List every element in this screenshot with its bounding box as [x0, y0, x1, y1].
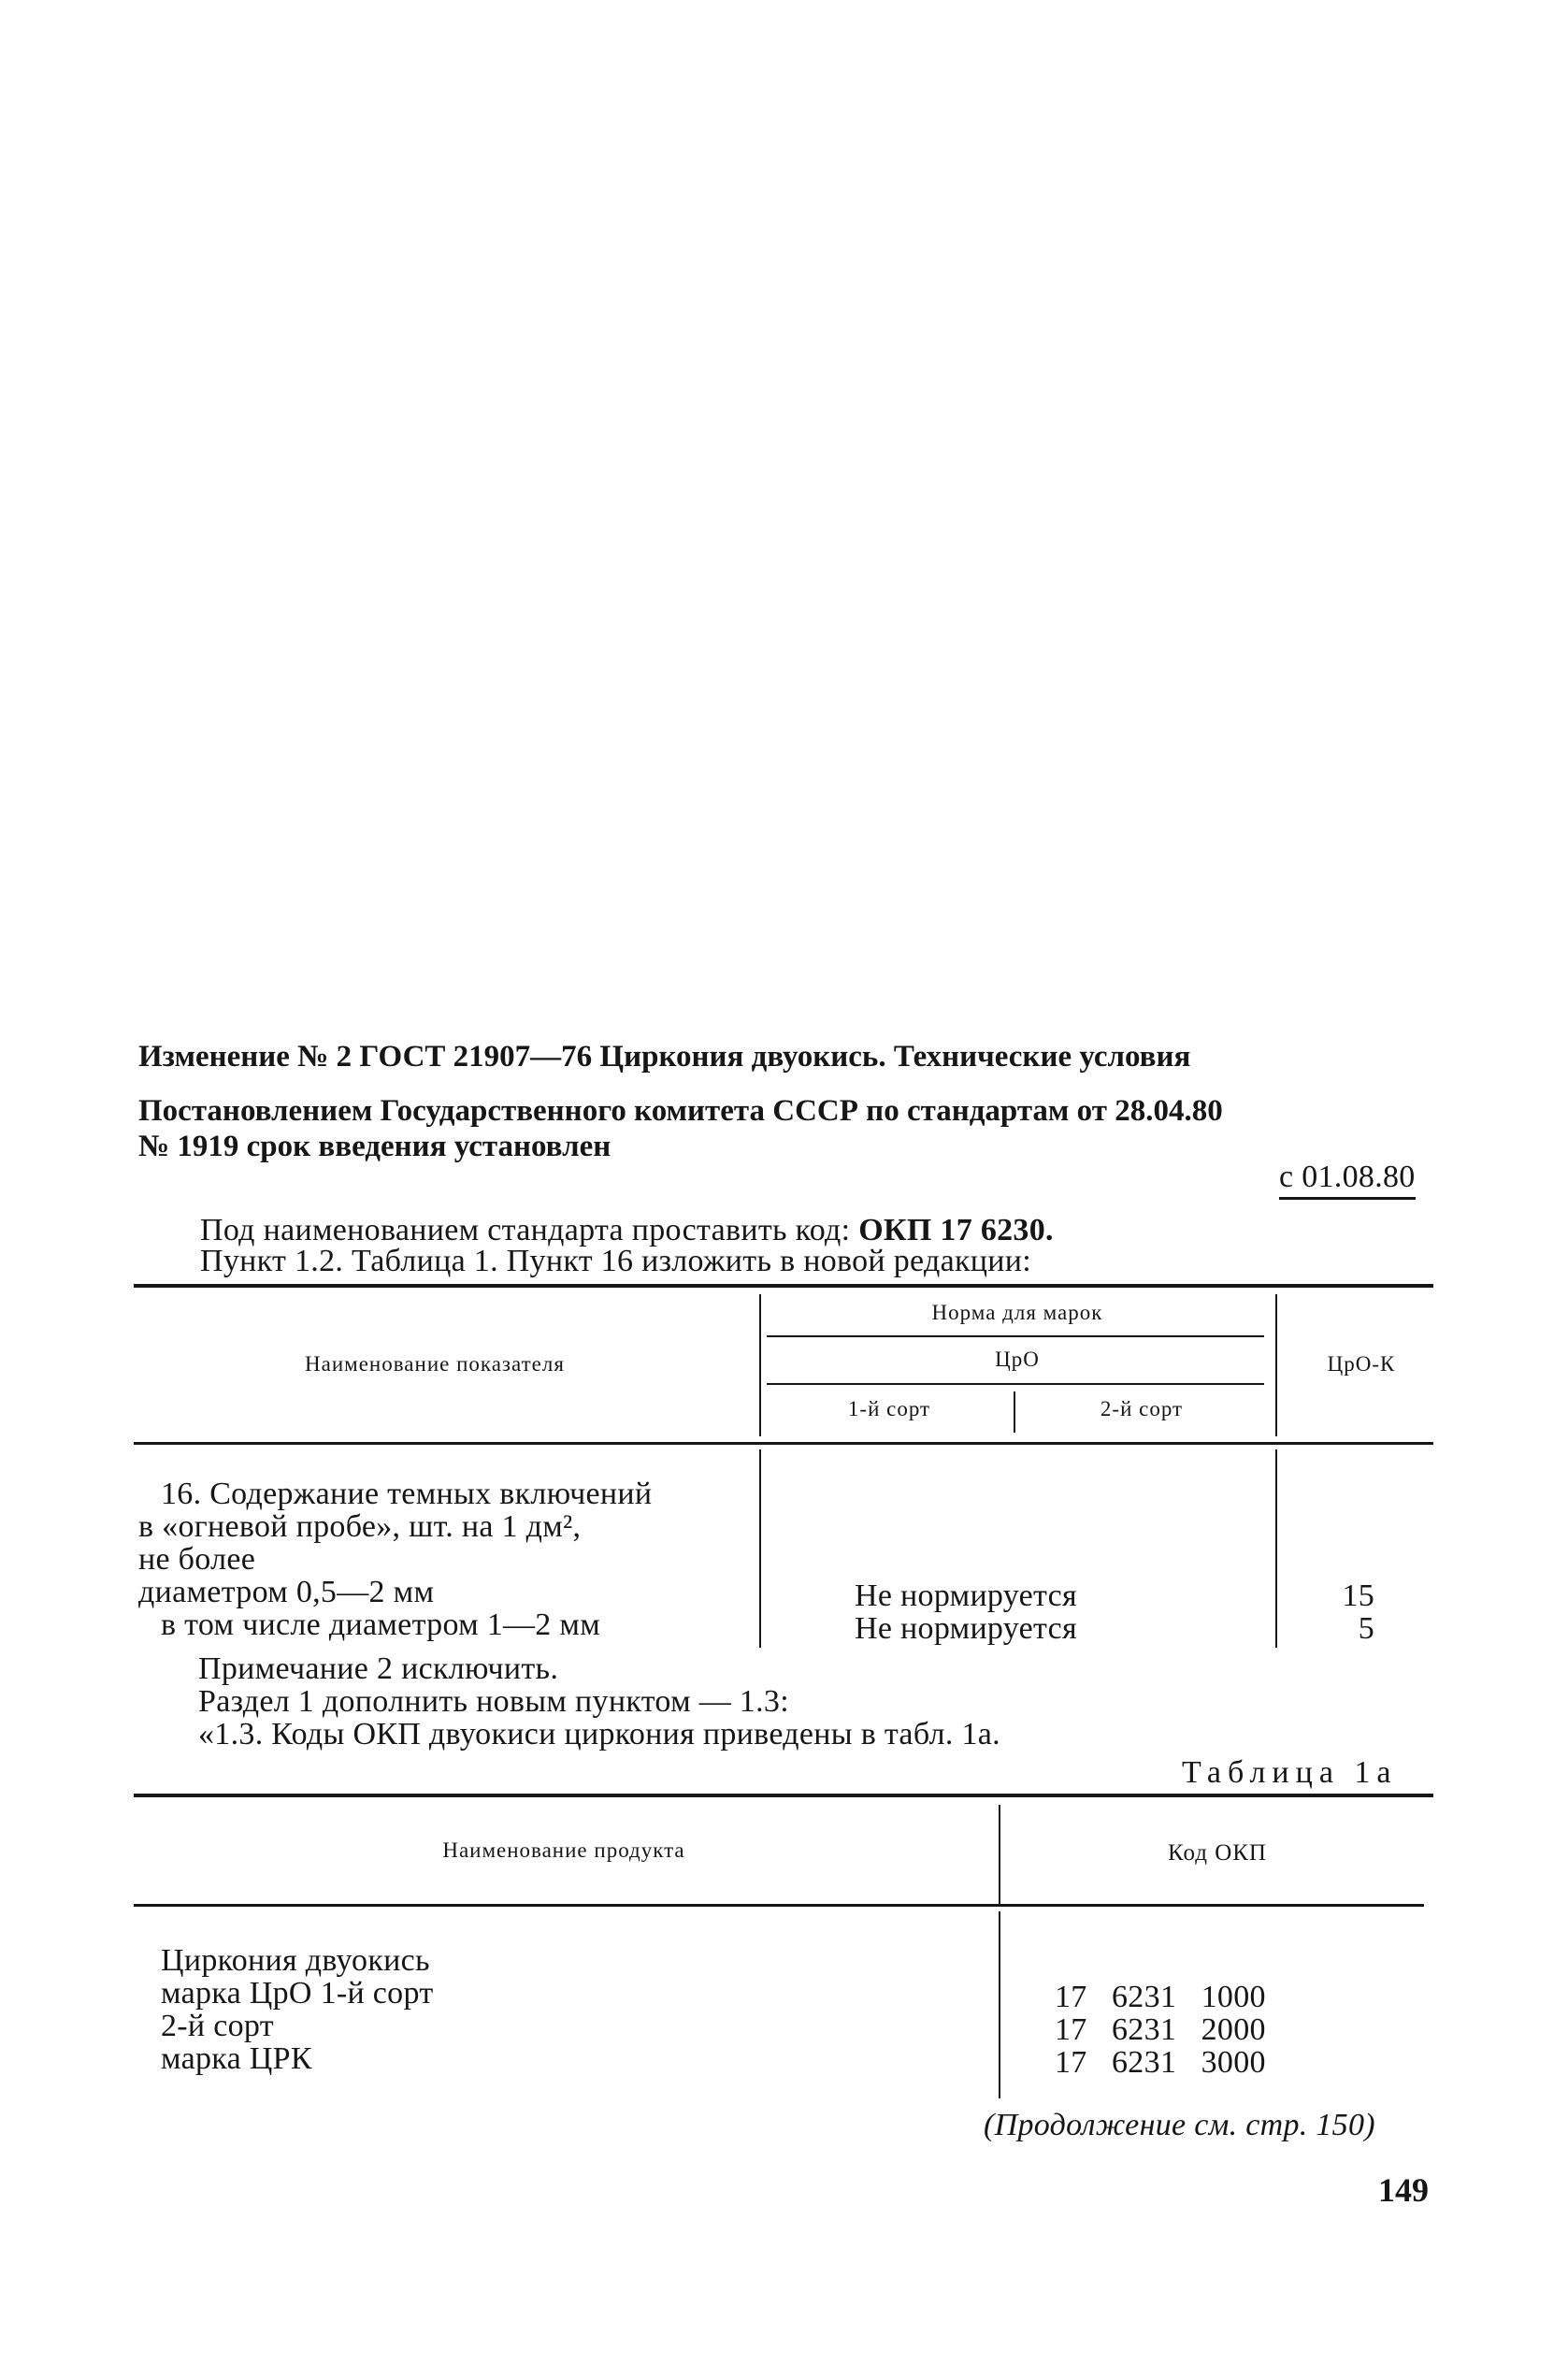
product-4: марка ЦРК	[161, 2041, 312, 2076]
table-1-body-divider-left	[759, 1449, 761, 1648]
okp-code: ОКП 17 6230.	[858, 1213, 1054, 1247]
zro-k-value-1: 15	[1342, 1578, 1374, 1613]
table-1a-top-rule	[134, 1794, 1433, 1797]
intro-line-1-text: Под наименованием стандарта проставить код:	[200, 1213, 851, 1247]
table-1a-header-rule	[134, 1904, 1424, 1907]
row-16-line-5: в том числе диаметром 1—2 мм	[161, 1607, 601, 1642]
row-16-line-3: не более	[138, 1542, 256, 1577]
table-1-grade-divider	[1014, 1391, 1015, 1433]
row-16-line-2: в «огневой пробе», шт. на 1 дм²,	[138, 1509, 582, 1544]
col-code-header: Код ОКП	[1168, 1840, 1267, 1866]
zro-k-value-2: 5	[1358, 1611, 1374, 1646]
grade-2-header: 2-й сорт	[1100, 1397, 1184, 1420]
table-1-header-rule	[134, 1442, 1433, 1445]
decree-line-1: Постановлением Государственного комитета СССР по стандартам от 28.04.80	[138, 1094, 1223, 1128]
table-1-body-divider-right	[1275, 1449, 1277, 1648]
grade-1-header: 1-й сорт	[847, 1397, 931, 1420]
page-number: 149	[1378, 2171, 1429, 2209]
zro-k-header: ЦрО-К	[1327, 1352, 1396, 1376]
table-1a-caption: Таблица 1а	[1182, 1755, 1398, 1790]
product-2: марка ЦрО 1-й сорт	[161, 1976, 434, 2011]
product-3: 2-й сорт	[161, 2009, 274, 2043]
zro-value-2: Не нормируется	[855, 1611, 1077, 1646]
intro-line-2: Пункт 1.2. Таблица 1. Пункт 16 изложить в новой редакции:	[200, 1244, 1032, 1278]
codes-line: «1.3. Коды ОКП двуокиси циркония приведены в табл. 1а.	[198, 1717, 1000, 1751]
col-product-header: Наименование продукта	[442, 1838, 685, 1862]
note-line: Примечание 2 исключить.	[198, 1651, 559, 1686]
row-16-line-1: 16. Содержание темных включений	[161, 1477, 653, 1511]
norm-header: Норма для марок	[931, 1301, 1103, 1324]
amendment-title: Изменение № 2 ГОСТ 21907—76 Циркония двуокись. Технические условия	[138, 1040, 1191, 1074]
table-1a-body-divider	[999, 1911, 1000, 2098]
table-1-grade-rule	[767, 1383, 1264, 1385]
table-1-norm-rule	[767, 1335, 1264, 1337]
zro-header: ЦрО	[995, 1348, 1040, 1371]
row-16-line-4: диаметром 0,5—2 мм	[138, 1575, 435, 1609]
code-1: 17 6231 1000	[1055, 1980, 1266, 2014]
code-2: 17 6231 2000	[1055, 2012, 1266, 2047]
product-1: Циркония двуокись	[161, 1943, 430, 1978]
table-1a-header-divider	[999, 1805, 1000, 1904]
effective-date: с 01.08.80	[1279, 1160, 1416, 1200]
code-3: 17 6231 3000	[1055, 2045, 1266, 2080]
table-1-top-rule	[134, 1284, 1433, 1288]
decree-line-2: № 1919 срок введения установлен	[138, 1130, 611, 1163]
add-clause-line: Раздел 1 дополнить новым пунктом — 1.3:	[198, 1684, 789, 1719]
col-indicator-header: Наименование показателя	[305, 1352, 565, 1376]
continuation-note: (Продолжение см. стр. 150)	[984, 2108, 1375, 2142]
zro-value-1: Не нормируется	[855, 1578, 1077, 1613]
